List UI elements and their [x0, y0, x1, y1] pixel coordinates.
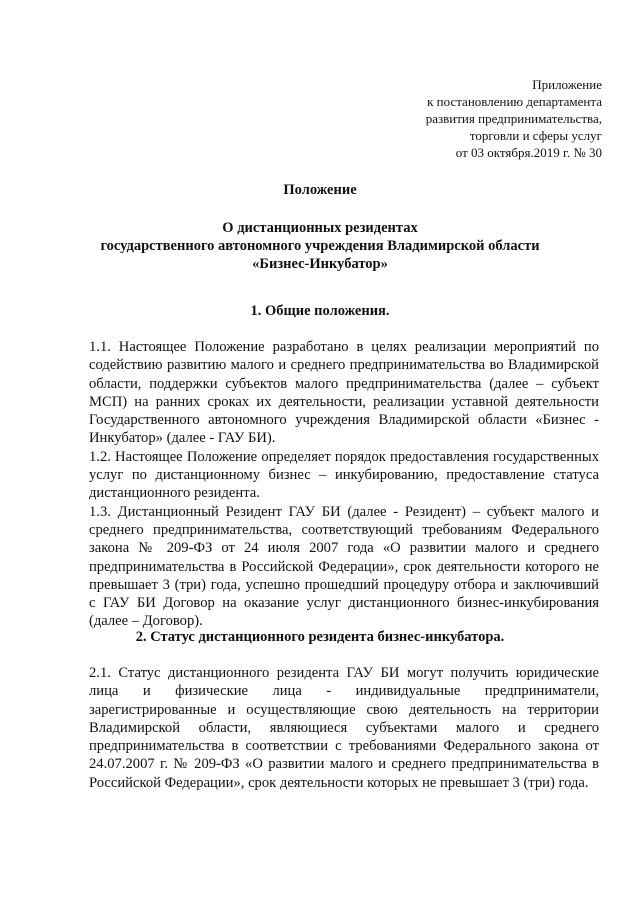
- section-body: [89, 338, 599, 631]
- annex-line: от 03 октября.2019 г. № 30: [455, 145, 602, 160]
- annex-line: развития предпринимательства,: [425, 111, 602, 126]
- document-title: Положение: [283, 182, 357, 198]
- subtitle-line: О дистанционных резидентах: [222, 220, 418, 236]
- paragraph: 1.1. Настоящее Положение разработано в целях реализации мероприятий по содействию развитию малого и среднего предпринимательства во Владимирской области, поддержки субъектов малого предпринимательства (далее – субъект МСП) на ранних сроках их деятельности, реализации уставной деятельности Государственного автономного учреждения Владимирской области «Бизнес - Инкубатор» (далее - ГАУ БИ).: [89, 339, 599, 447]
- section-heading: 1. Общие положения.: [250, 303, 390, 319]
- annex-line: к постановлению департамента: [427, 94, 602, 109]
- paragraph: 1.2. Настоящее Положение определяет порядок предоставления государственных услуг по дистанционному бизнес – инкубированию, предоставление статуса дистанционного резидента.: [89, 448, 599, 502]
- subtitle-line: «Бизнес-Инкубатор»: [252, 256, 388, 272]
- subtitle-line: государственного автономного учреждения Владимирской области: [100, 238, 540, 254]
- section-body: [89, 664, 599, 792]
- annex-line: Приложение: [532, 77, 602, 92]
- document-subtitle: [0, 219, 640, 273]
- paragraph: 1.3. Дистанционный Резидент ГАУ БИ (далее - Резидент) – субъект малого и среднего предпринимательства, соответствующий требованиям Федерального закона № 209-ФЗ от 24 июля 2007 года «О развитии малого и среднего предпринимательства в Российской Федерации», срок деятельности которого не превышает 3 (три) года, успешно прошедший процедуру отбора и заключивший с ГАУ БИ Договор на оказание услуг дистанционного бизнес-инкубирования (далее – Договор).: [89, 503, 599, 630]
- section-heading: 2. Статус дистанционного резидента бизнес-инкубатора.: [135, 629, 505, 645]
- paragraph: 2.1. Статус дистанционного резидента ГАУ БИ могут получить юридические лица и физические лица - индивидуальные предприниматели, зарегистрированные и осуществляющие свою деятельность на территории Владимирской области, являющиеся субъектами малого и среднего предпринимательства в соответствии с требованиями Федерального закона от 24.07.2007 г. № 209-ФЗ «О развитии малого и среднего предпринимательства в Российской Федерации», срок деятельности которых не превышает 3 (три) года.: [89, 665, 599, 791]
- annex-line: торговли и сферы услуг: [469, 128, 602, 143]
- annex-block: [426, 76, 602, 161]
